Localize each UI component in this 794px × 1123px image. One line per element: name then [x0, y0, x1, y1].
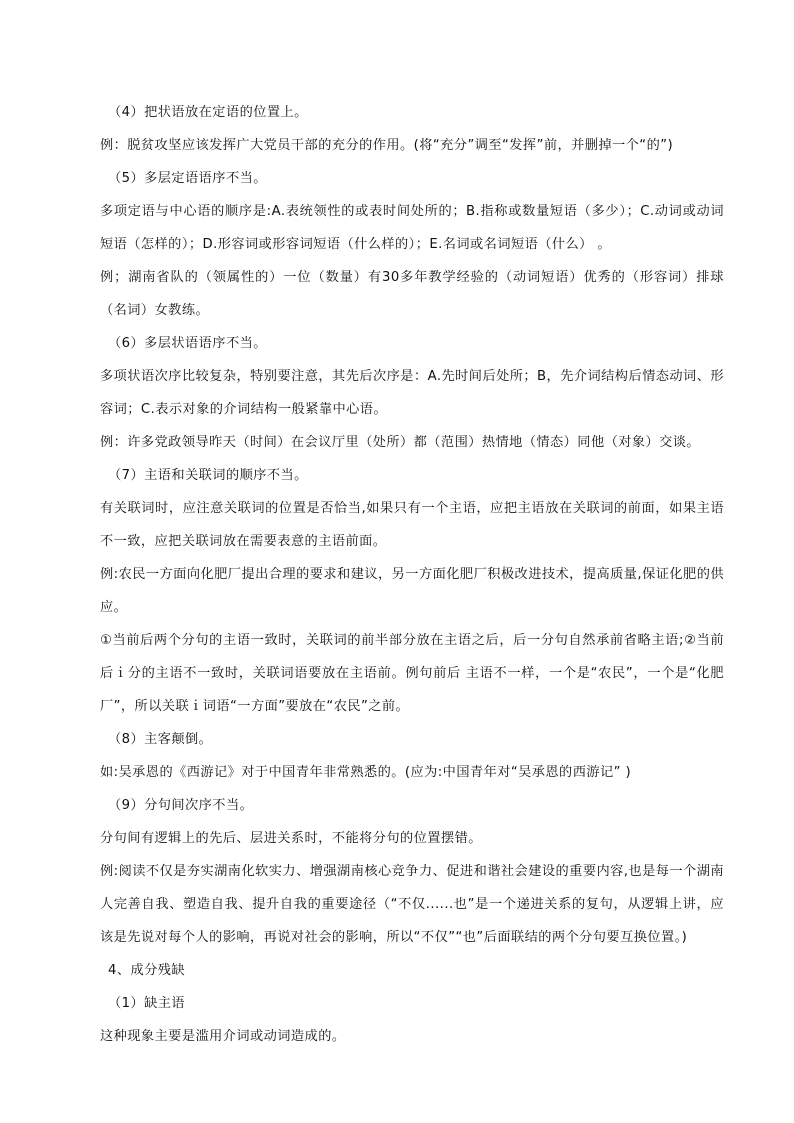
example-paragraph: 例:阅读不仅是夯实湖南化软实力、增强湖南核心竞争力、促进和谐社会建设的重要内容,也是每一个湖南人完善自我、塑造自我、提升自我的重要途径（“不仅......也”是一个递进关系的复句，从逻辑上讲，应该是先说对每个人的影响，再说对社会的影响，所以“不仅”“也”后面联结的两个分句要互换位置。): [100, 864, 724, 945]
document-body: [100, 96, 724, 1053]
rule-paragraph: 多项状语次序比较复杂，特别要注意，其先后次序是：A.先时间后处所；B，先介词结构后情态动词、形容词；C.表示对象的介词结构一般紧靠中心语。: [100, 369, 724, 417]
heading-multi-attributive-order: （5）多层定语语序不当。: [108, 171, 267, 186]
heading-multi-adverbial-order: （6）多层状语语序不当。: [108, 336, 267, 351]
rule-paragraph: 这种现象主要是滥用介词或动词造成的。: [100, 1029, 346, 1044]
example-paragraph: 例；湖南省队的（领属性的）一位（数量）有30多年教学经验的（动词短语）优秀的（形容词）排球（名词）女教练。: [100, 270, 724, 318]
rule-paragraph: 分句间有逻辑上的先后、层进关系时，不能将分句的位置摆错。: [100, 831, 482, 846]
heading-missing-subject: （1）缺主语: [108, 996, 186, 1011]
example-paragraph: 例：许多党政领导昨天（时间）在会议厅里（处所）都（范围）热情地（情态）同他（对象）交谈。: [100, 435, 701, 450]
example-paragraph: 例：脱贫攻坚应该发挥广大党员干部的充分的作用。(将“充分”调至“发挥”前，并删掉一个“的”): [100, 138, 674, 153]
heading-clause-order: （9）分句间次序不当。: [108, 798, 254, 813]
rule-paragraph: 有关联词时，应注意关联词的位置是否恰当,如果只有一个主语，应把主语放在关联词的前面，如果主语不一致，应把关联词放在需要表意的主语前面。: [100, 501, 724, 549]
example-paragraph: 例:农民一方面向化肥厂提出合理的要求和建议，另一方面化肥厂积极改进技术，提高质量,保证化肥的供应。: [100, 567, 724, 615]
section-heading-missing-components: 4、成分残缺: [108, 963, 186, 978]
heading-subject-object-reversed: （8）主客颠倒。: [108, 732, 213, 747]
heading-adverbial-in-attributive-position: （4）把状语放在定语的位置上。: [108, 105, 308, 120]
heading-subject-conjunction-order: （7）主语和关联词的顺序不当。: [108, 468, 308, 483]
example-paragraph: 如:吴承恩的《西游记》对于中国青年非常熟悉的。(应为:中国青年对“吴承恩的西游记” ): [100, 765, 632, 780]
explanation-paragraph: ①当前后两个分句的主语一致时，关联词的前半部分放在主语之后，后一分句自然承前省略主语;②当前后ｉ分的主语不一致时，关联词语要放在主语前。例句前后 主语不一样，一个是“农民”，一个是“化肥厂”，所以关联ｉ词语“一方面”要放在“农民”之前。: [100, 633, 724, 714]
rule-paragraph: 多项定语与中心语的顺序是:A.表统领性的或表时间处所的；B.指称或数量短语（多少）；C.动词或动词短语（怎样的）；D.形容词或形容词短语（什么样的）；E.名词或名词短语（什么） 。: [100, 204, 724, 252]
